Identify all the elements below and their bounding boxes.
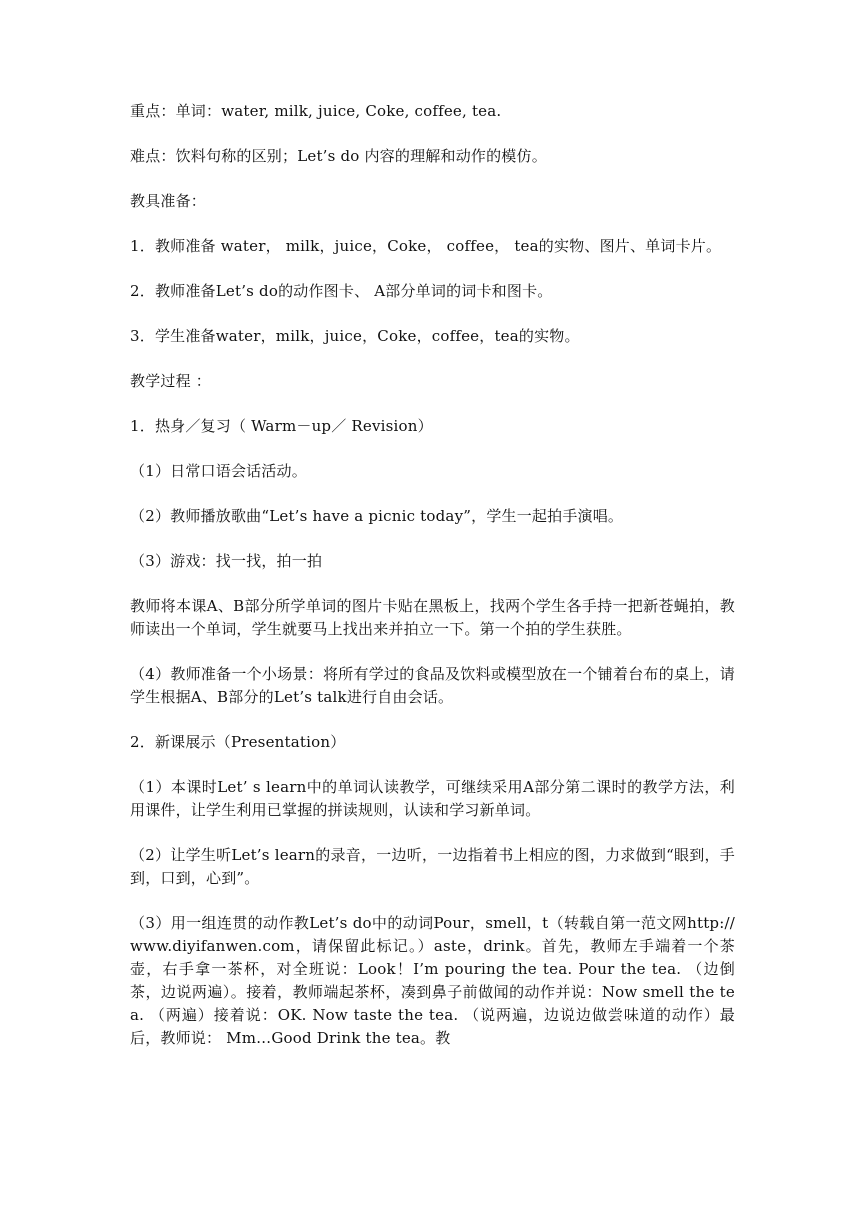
paragraph-difficult-points: 难点：饮料句称的区别；Let’s do 内容的理解和动作的模仿。 bbox=[130, 147, 547, 165]
paragraph-game-description: 教师将本课A、B部分所学单词的图片卡贴在黑板上，找两个学生各手持一把新苍蝇拍，教师读出一个单词，学生就要马上找出来并拍立一下。第一个拍的学生获胜。 bbox=[130, 597, 735, 638]
paragraph-warmup-3: （3）游戏：找一找，拍一拍 bbox=[130, 552, 323, 570]
paragraph-materials-2: 2．教师准备Let’s do的动作图卡、 A部分单词的词卡和图卡。 bbox=[130, 282, 553, 300]
paragraph-warmup-heading: 1．热身／复习（ Warm－up／ Revision） bbox=[130, 417, 433, 435]
paragraph-presentation-heading: 2．新课展示（Presentation） bbox=[130, 733, 346, 751]
paragraph-warmup-1: （1）日常口语会话活动。 bbox=[130, 462, 307, 480]
paragraph-presentation-1: （1）本课时Let’ s learn中的单词认读教学，可继续采用A部分第二课时的教学方法，利用课件，让学生利用已掌握的拼读规则，认读和学习新单词。 bbox=[130, 778, 735, 819]
paragraph-materials-1: 1．教师准备 water， milk，juice，Coke， coffee， tea的实物、图片、单词卡片。 bbox=[130, 237, 722, 255]
document-body bbox=[130, 100, 735, 1072]
paragraph-warmup-4: （4）教师准备一个小场景：将所有学过的食品及饮料或模型放在一个铺着台布的桌上，请学生根据A、B部分的Let’s talk进行自由会话。 bbox=[130, 665, 735, 706]
paragraph-materials-3: 3．学生准备water，milk，juice，Coke，coffee，tea的实物。 bbox=[130, 327, 580, 345]
paragraph-warmup-2: （2）教师播放歌曲“Let’s have a picnic today”，学生一起拍手演唱。 bbox=[130, 507, 624, 525]
paragraph-materials-heading: 教具准备： bbox=[130, 192, 207, 210]
paragraph-key-points: 重点：单词：water, milk, juice, Coke, coffee, tea. bbox=[130, 102, 502, 120]
paragraph-presentation-3: （3）用一组连贯的动作教Let’s do中的动词Pour，smell，t（转载自第一范文网http://www.diyifanwen.com，请保留此标记。）aste，drink。首先，教师左手端着一个茶壶，右手拿一茶杯，对全班说：Look！I’m pouring the tea. Pour the tea. （边倒茶，边说两遍）。接着，教师端起茶杯，凑到鼻子前做闻的动作并说：Now smell the tea. （两遍）接着说：OK. Now taste the tea. （说两遍，边说边做尝味道的动作）最后，教师说： Mm…Good Drink the tea。教 bbox=[130, 914, 735, 1047]
paragraph-presentation-2: （2）让学生听Let’s learn的录音，一边听，一边指着书上相应的图，力求做到“眼到，手到，口到，心到”。 bbox=[130, 846, 735, 887]
paragraph-process-heading: 教学过程 ： bbox=[130, 372, 211, 390]
